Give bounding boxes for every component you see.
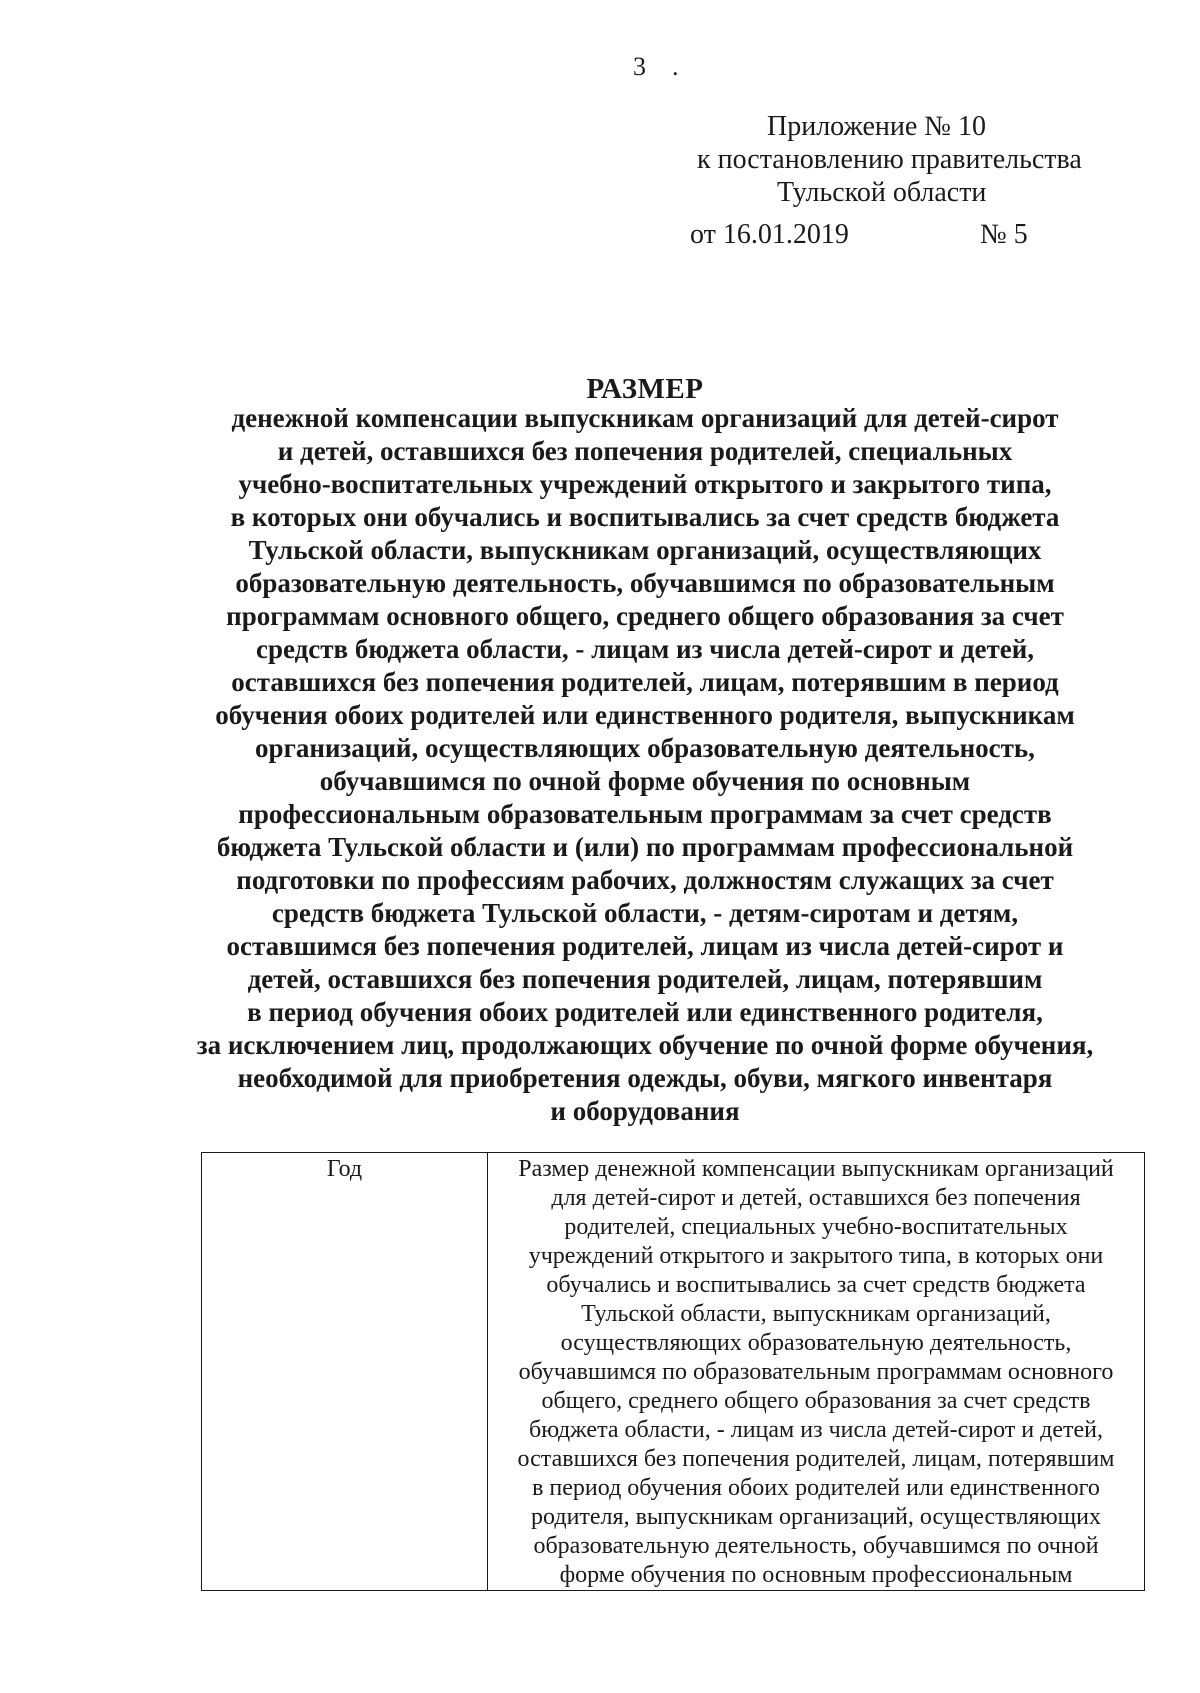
page-number: 3: [633, 52, 646, 81]
subtitle-line: оставшимся без попечения родителей, лицам из числа детей-сирот и: [226, 931, 1064, 961]
compensation-column-header: [488, 1153, 1145, 1591]
header-line: форме обучения по основным профессиональным: [559, 1562, 1073, 1588]
subtitle-line: в которых они обучались и воспитывались за счет средств бюджета: [230, 502, 1060, 532]
document-date: от 16.01.2019: [690, 219, 849, 250]
header-line: Размер денежной компенсации выпускникам организаций: [518, 1156, 1114, 1182]
subtitle-line: оставшихся без попечения родителей, лицам, потерявшим в период: [231, 667, 1059, 697]
compensation-table: [201, 1152, 1145, 1591]
subtitle-line: обучавшимся по очной форме обучения по основным: [319, 766, 971, 796]
document-title: РАЗМЕР: [586, 373, 704, 405]
header-line: Тульской области, выпускникам организаций,: [581, 1301, 1051, 1327]
table-header-row: [202, 1153, 1145, 1591]
subtitle-line: за исключением лиц, продолжающих обучение по очной форме обучения,: [196, 1030, 1094, 1060]
header-line: для детей-сирот и детей, оставшихся без попечения: [551, 1185, 1081, 1211]
appendix-line-1: Приложение № 10: [767, 111, 986, 142]
subtitle-line: учебно-воспитательных учреждений открытого и закрытого типа,: [238, 469, 1052, 499]
subtitle-line: профессиональным образовательным программам за счет средств: [238, 799, 1052, 829]
subtitle-line: программам основного общего, среднего общего образования за счет: [226, 601, 1064, 631]
subtitle-line: организаций, осуществляющих образовательную деятельность,: [255, 733, 1035, 763]
subtitle-line: обучения обоих родителей или единственного родителя, выпускникам: [215, 700, 1075, 730]
header-line: осуществляющих образовательную деятельность,: [560, 1330, 1072, 1356]
subtitle-line: бюджета Тульской области и (или) по программам профессиональной: [216, 832, 1074, 862]
subtitle-line: и оборудования: [550, 1096, 740, 1126]
subtitle-line: в период обучения обоих родителей или единственного родителя,: [247, 997, 1043, 1027]
header-line: родителей, специальных учебно-воспитательных: [564, 1214, 1068, 1240]
header-line: в период обучения обоих родителей или единственного: [532, 1475, 1100, 1501]
subtitle-line: и детей, оставшихся без попечения родителей, специальных: [277, 436, 1013, 466]
subtitle-line: необходимой для приобретения одежды, обуви, мягкого инвентаря: [237, 1063, 1053, 1093]
header-line: учреждений открытого и закрытого типа, в которых они: [528, 1243, 1104, 1269]
subtitle-line: подготовки по профессиям рабочих, должностям служащих за счет: [236, 865, 1054, 895]
document-number: № 5: [980, 219, 1028, 250]
page-mark: .: [672, 52, 679, 81]
header-line: оставшихся без попечения родителей, лицам, потерявшим: [517, 1446, 1115, 1472]
appendix-line-2: к постановлению правительства: [697, 144, 1082, 175]
document-subtitle: [140, 402, 1150, 1128]
subtitle-line: Тульской области, выпускникам организаций, осуществляющих: [248, 535, 1042, 565]
header-line: обучались и воспитывались за счет средств бюджета: [546, 1272, 1086, 1298]
header-line: общего, среднего общего образования за счет средств: [541, 1388, 1091, 1414]
subtitle-line: детей, оставшихся без попечения родителей, лицам, потерявшим: [247, 964, 1043, 994]
subtitle-line: образовательную деятельность, обучавшимся по образовательным: [235, 568, 1055, 598]
appendix-line-3: Тульской области: [777, 177, 987, 208]
header-line: бюджета области, - лицам из числа детей-сирот и детей,: [529, 1417, 1103, 1443]
subtitle-line: денежной компенсации выпускникам организаций для детей-сирот: [231, 403, 1059, 433]
year-column-header: Год: [202, 1153, 488, 1591]
subtitle-line: средств бюджета Тульской области, - детям-сиротам и детям,: [271, 898, 1019, 928]
subtitle-line: средств бюджета области, - лицам из числа детей-сирот и детей,: [255, 634, 1035, 664]
header-line: родителя, выпускникам организаций, осуществляющих: [531, 1504, 1101, 1530]
appendix-block: [670, 110, 1110, 209]
header-line: образовательную деятельность, обучавшимся по очной: [533, 1533, 1099, 1559]
header-line: обучавшимся по образовательным программам основного: [518, 1359, 1114, 1385]
